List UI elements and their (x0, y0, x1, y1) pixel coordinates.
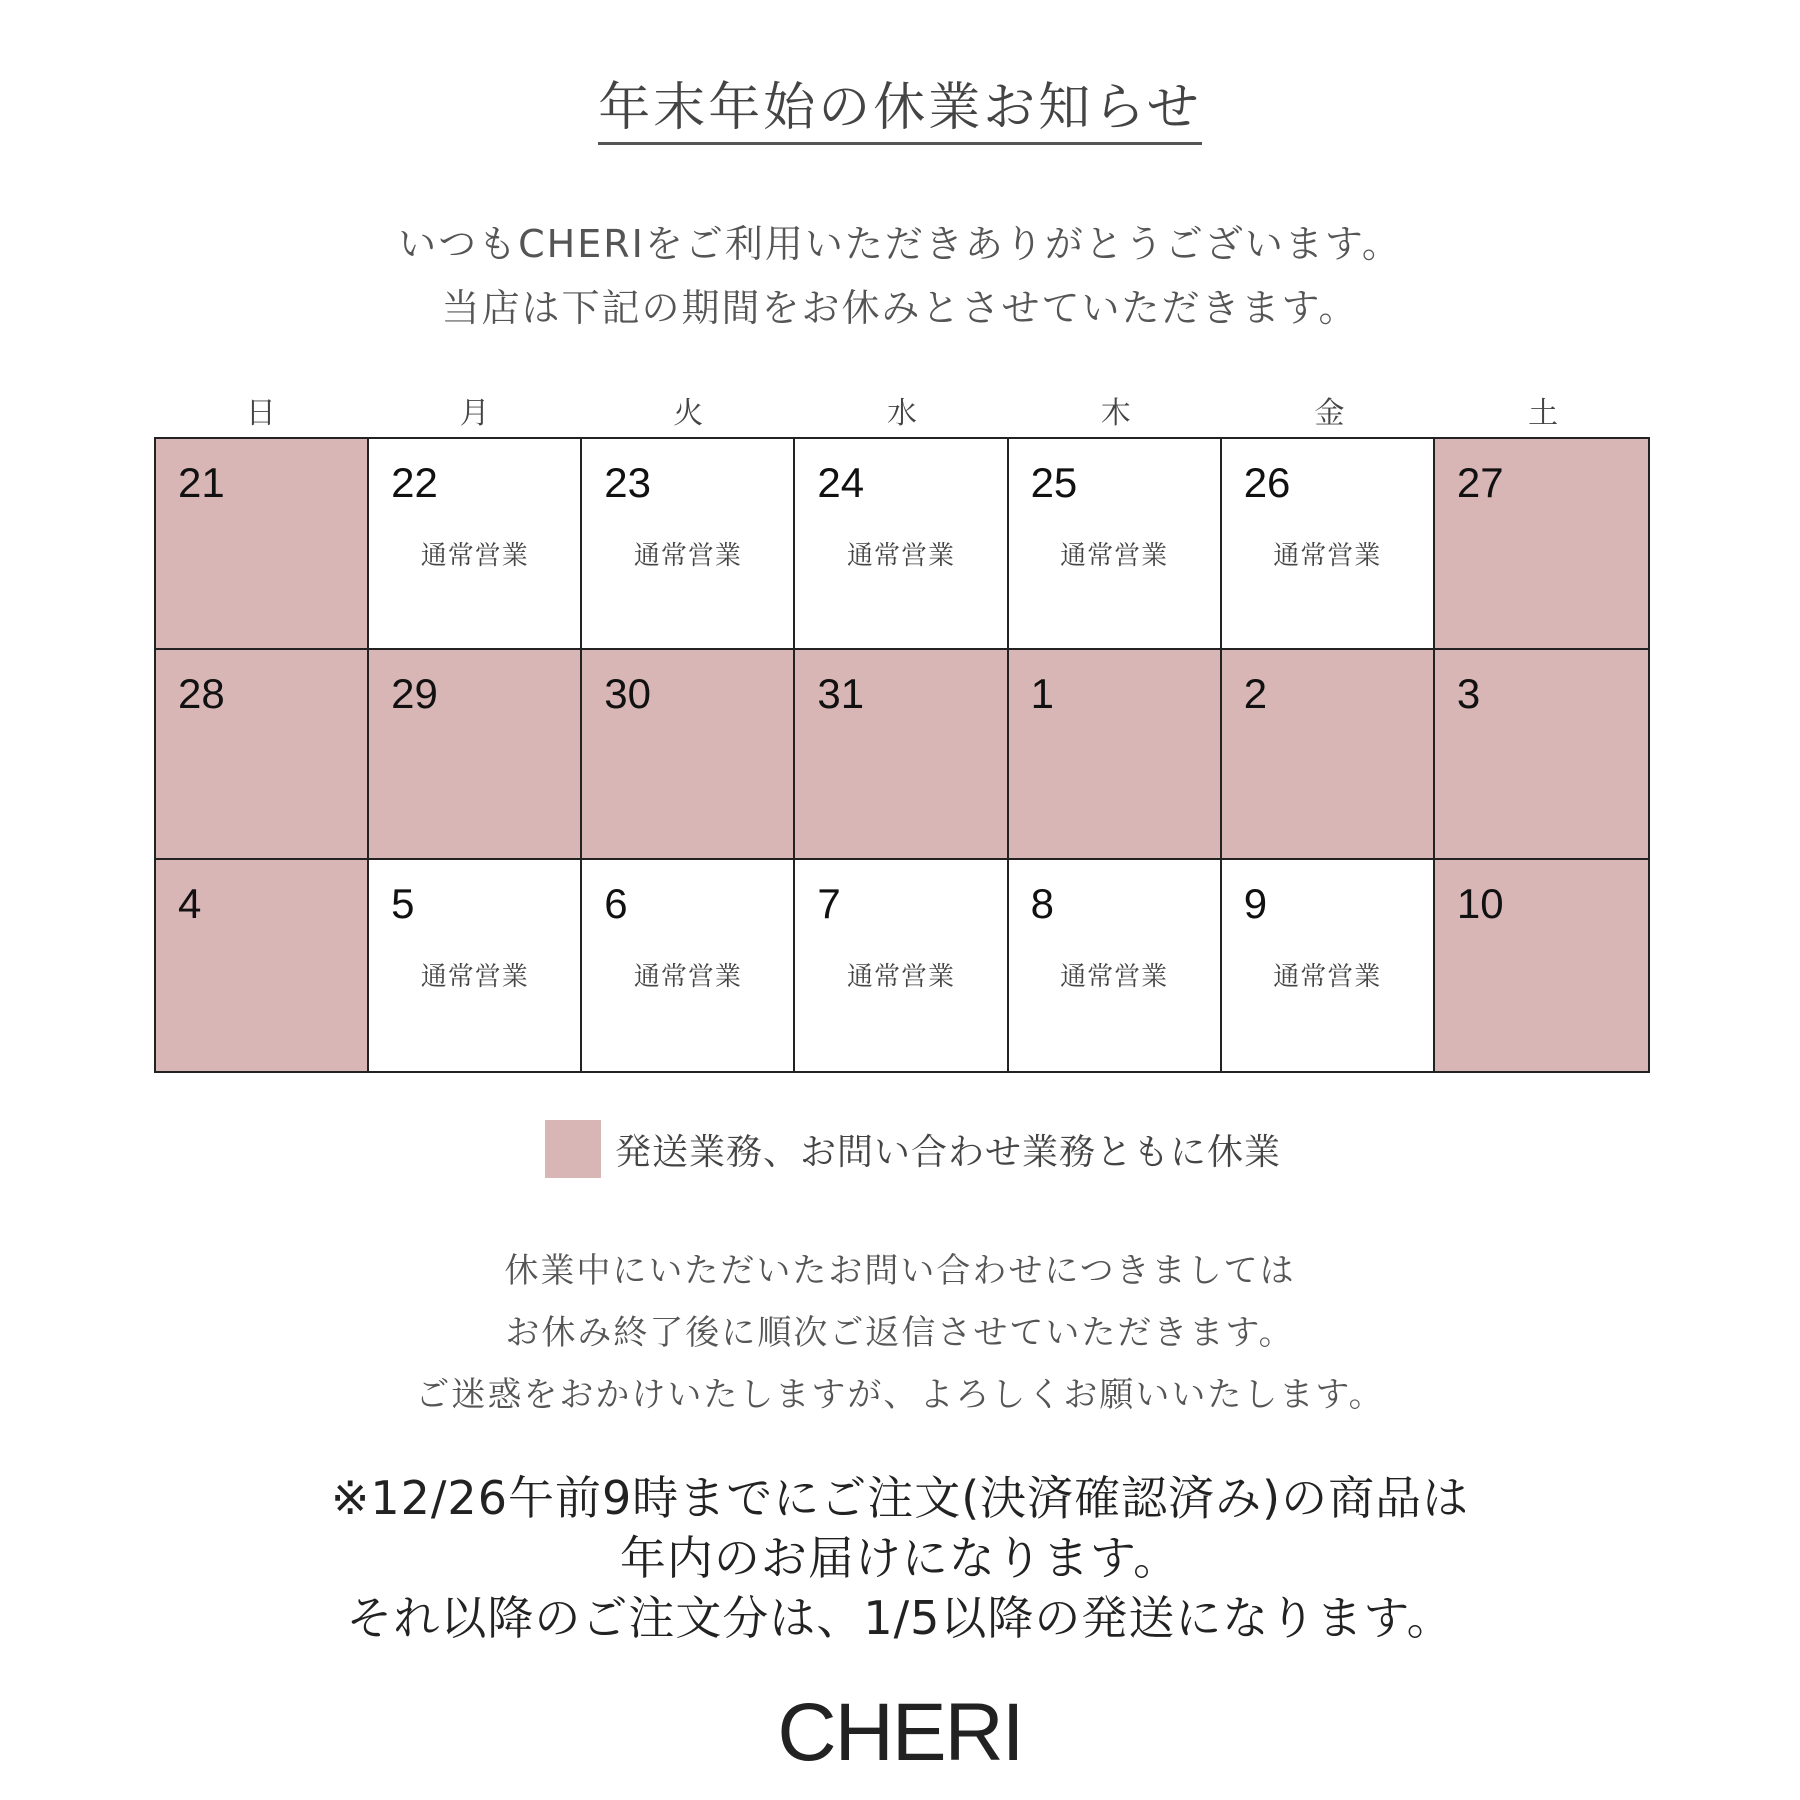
day-status: 通常営業 (420, 541, 529, 571)
calendar-day-closed (795, 650, 1008, 861)
holiday-calendar (154, 437, 1650, 1073)
day-number: 23 (604, 459, 651, 506)
calendar-day-open (582, 860, 795, 1071)
calendar-day-open (795, 439, 1008, 650)
day-status: 通常営業 (1060, 541, 1169, 571)
shipping-note-line: ※12/26午前9時までにご注文(決済確認済み)の商品は (330, 1471, 1470, 1525)
calendar-day-closed (156, 860, 369, 1071)
calendar-day-closed (1435, 650, 1648, 861)
intro-line: いつもCHERIをご利用いただきありがとうございます。 (398, 222, 1402, 266)
calendar-day-closed (156, 650, 369, 861)
day-status: 通常営業 (633, 541, 742, 571)
legend (545, 1120, 1281, 1178)
day-number: 21 (178, 459, 225, 506)
shipping-note-line: 年内のお届けになります。 (619, 1531, 1181, 1585)
notice-line: 休業中にいただいたお問い合わせにつきましては (504, 1251, 1296, 1291)
day-number: 22 (391, 459, 438, 506)
day-number: 31 (817, 669, 865, 717)
day-number: 7 (817, 880, 841, 928)
day-status: 通常営業 (846, 962, 955, 993)
weekday-fri: 金 (1314, 396, 1345, 431)
shipping-note (0, 1468, 1800, 1648)
notice-line: ご迷惑をおかけいたしますが、よろしくお願いいたします。 (415, 1375, 1385, 1415)
calendar-day-closed (156, 439, 369, 650)
calendar-day-closed (582, 650, 795, 861)
day-number: 1 (1030, 669, 1054, 717)
calendar-day-open (369, 439, 582, 650)
day-status: 通常営業 (846, 541, 955, 571)
calendar-day-open (582, 439, 795, 650)
weekday-wed: 水 (887, 396, 918, 431)
calendar-day-open (1222, 860, 1435, 1071)
day-number: 26 (1243, 459, 1291, 506)
day-number: 25 (1030, 459, 1078, 506)
day-number: 8 (1030, 880, 1054, 928)
calendar-day-open (1222, 439, 1435, 650)
calendar-day-closed (1435, 860, 1648, 1071)
day-number: 3 (1456, 669, 1481, 717)
weekday-header (154, 388, 1650, 431)
day-number: 30 (604, 669, 651, 717)
brand-logo: CHERI (777, 1687, 1023, 1778)
day-number: 6 (604, 880, 628, 928)
notice-line: お休み終了後に順次ご返信させていただきます。 (505, 1313, 1295, 1353)
legend-swatch (545, 1120, 601, 1178)
calendar-day-open (1009, 439, 1222, 650)
day-number: 2 (1243, 669, 1268, 717)
weekday-thu: 木 (1100, 396, 1131, 431)
calendar-day-closed (1222, 650, 1435, 861)
day-status: 通常営業 (420, 962, 529, 993)
intro-message (0, 212, 1800, 340)
day-number: 29 (391, 669, 438, 717)
weekday-sun: 日 (245, 396, 276, 431)
calendar-day-closed (1009, 650, 1222, 861)
day-number: 10 (1456, 880, 1504, 928)
day-status: 通常営業 (1273, 962, 1382, 993)
day-number: 4 (178, 880, 202, 928)
calendar-day-open (369, 860, 582, 1071)
inquiry-notice (0, 1240, 1800, 1426)
day-number: 27 (1456, 459, 1504, 506)
weekday-tue: 火 (673, 396, 704, 431)
shipping-note-line: それ以降のご注文分は、1/5以降の発送になります。 (346, 1591, 1454, 1645)
day-number: 5 (391, 880, 415, 928)
calendar-day-closed (1435, 439, 1648, 650)
calendar-day-open (795, 860, 1008, 1071)
weekday-sat: 土 (1528, 396, 1559, 431)
day-status: 通常営業 (1273, 541, 1382, 571)
legend-label: 発送業務、お問い合わせ業務ともに休業 (615, 1131, 1282, 1173)
weekday-mon: 月 (459, 396, 490, 431)
page-title (0, 78, 1800, 145)
day-number: 9 (1243, 880, 1268, 928)
intro-line: 当店は下記の期間をお休みとさせていただきます。 (441, 286, 1359, 330)
calendar-day-closed (369, 650, 582, 861)
day-number: 28 (178, 669, 225, 717)
calendar-day-open (1009, 860, 1222, 1071)
day-status: 通常営業 (633, 962, 742, 993)
day-status: 通常営業 (1060, 962, 1169, 993)
page-title-text: 年末年始の休業お知らせ (598, 82, 1201, 145)
day-number: 24 (817, 459, 865, 506)
